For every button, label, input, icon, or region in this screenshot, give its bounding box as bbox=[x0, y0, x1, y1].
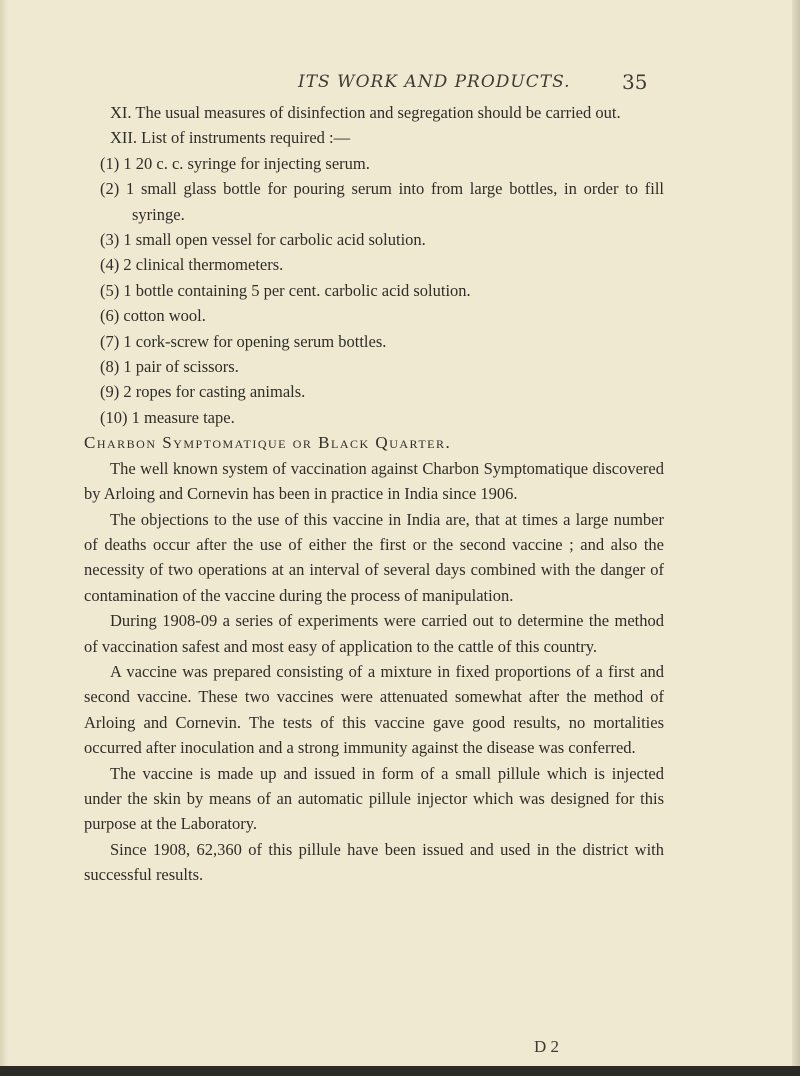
paragraph: The well known system of vaccination against Charbon Symptomatique discovered by Arloing and Cornevin has been in practice in India since 1906. bbox=[84, 458, 664, 504]
page-body bbox=[84, 100, 664, 888]
instrument-list bbox=[84, 151, 664, 430]
list-item: (2) 1 small glass bottle for pouring serum into from large bottles, in order to fill syringe. bbox=[100, 179, 664, 224]
page-edge-left bbox=[0, 0, 8, 1076]
list-item: (8) 1 pair of scissors. bbox=[100, 357, 239, 377]
running-title: ITS WORK AND PRODUCTS. bbox=[298, 72, 571, 92]
list-item: (6) cotton wool. bbox=[100, 306, 206, 326]
paragraph-xii: XII. List of instruments required :— bbox=[110, 128, 351, 148]
paragraph: The objections to the use of this vaccine in India are, that at times a large number of deaths occur after the use of either the first or the second vaccine ; and also the necessity of two operations at an interval of several days combined with the danger of contamination of the vaccine during the process of manipulation. bbox=[84, 509, 664, 605]
section-heading: Charbon Symptomatique or Black Quarter. bbox=[84, 433, 452, 453]
list-item: (7) 1 cork-screw for opening serum bottles. bbox=[100, 331, 387, 351]
list-item: (3) 1 small open vessel for carbolic acid solution. bbox=[100, 230, 426, 250]
signature-mark: D 2 bbox=[534, 1037, 560, 1056]
paragraph: A vaccine was prepared consisting of a mixture in fixed proportions of a first and second vaccine. These two vaccines were attenuated somewhat after the method of Arloing and Cornevin. The tests of this vaccine gave good results, no mortalities occurred after inoculation and a strong immunity against the disease was conferred. bbox=[84, 661, 664, 758]
list-item: (10) 1 measure tape. bbox=[100, 407, 235, 427]
paragraph: During 1908-09 a series of experiments were carried out to determine the method of vaccination safest and most easy of application to the cattle of this country. bbox=[84, 611, 664, 656]
paragraph: The vaccine is made up and issued in form of a small pillule which is injected under the skin by means of an automatic pillule injector which was designed for this purpose at the Laboratory. bbox=[84, 763, 664, 834]
list-item: (4) 2 clinical thermometers. bbox=[100, 255, 284, 275]
list-item: (9) 2 ropes for casting animals. bbox=[100, 382, 306, 402]
paragraph-xi: XI. The usual measures of disinfection and segregation should be carried out. bbox=[110, 103, 621, 122]
list-item: (1) 1 20 c. c. syringe for injecting serum. bbox=[100, 153, 370, 173]
page-edge-right bbox=[792, 0, 800, 1076]
paragraph: Since 1908, 62,360 of this pillule have been issued and used in the district with successful results. bbox=[84, 839, 664, 885]
list-item: (5) 1 bottle containing 5 per cent. carbolic acid solution. bbox=[100, 280, 471, 300]
running-head bbox=[0, 72, 800, 102]
page-edge-bottom bbox=[0, 1066, 800, 1076]
page-number: 35 bbox=[622, 70, 648, 94]
